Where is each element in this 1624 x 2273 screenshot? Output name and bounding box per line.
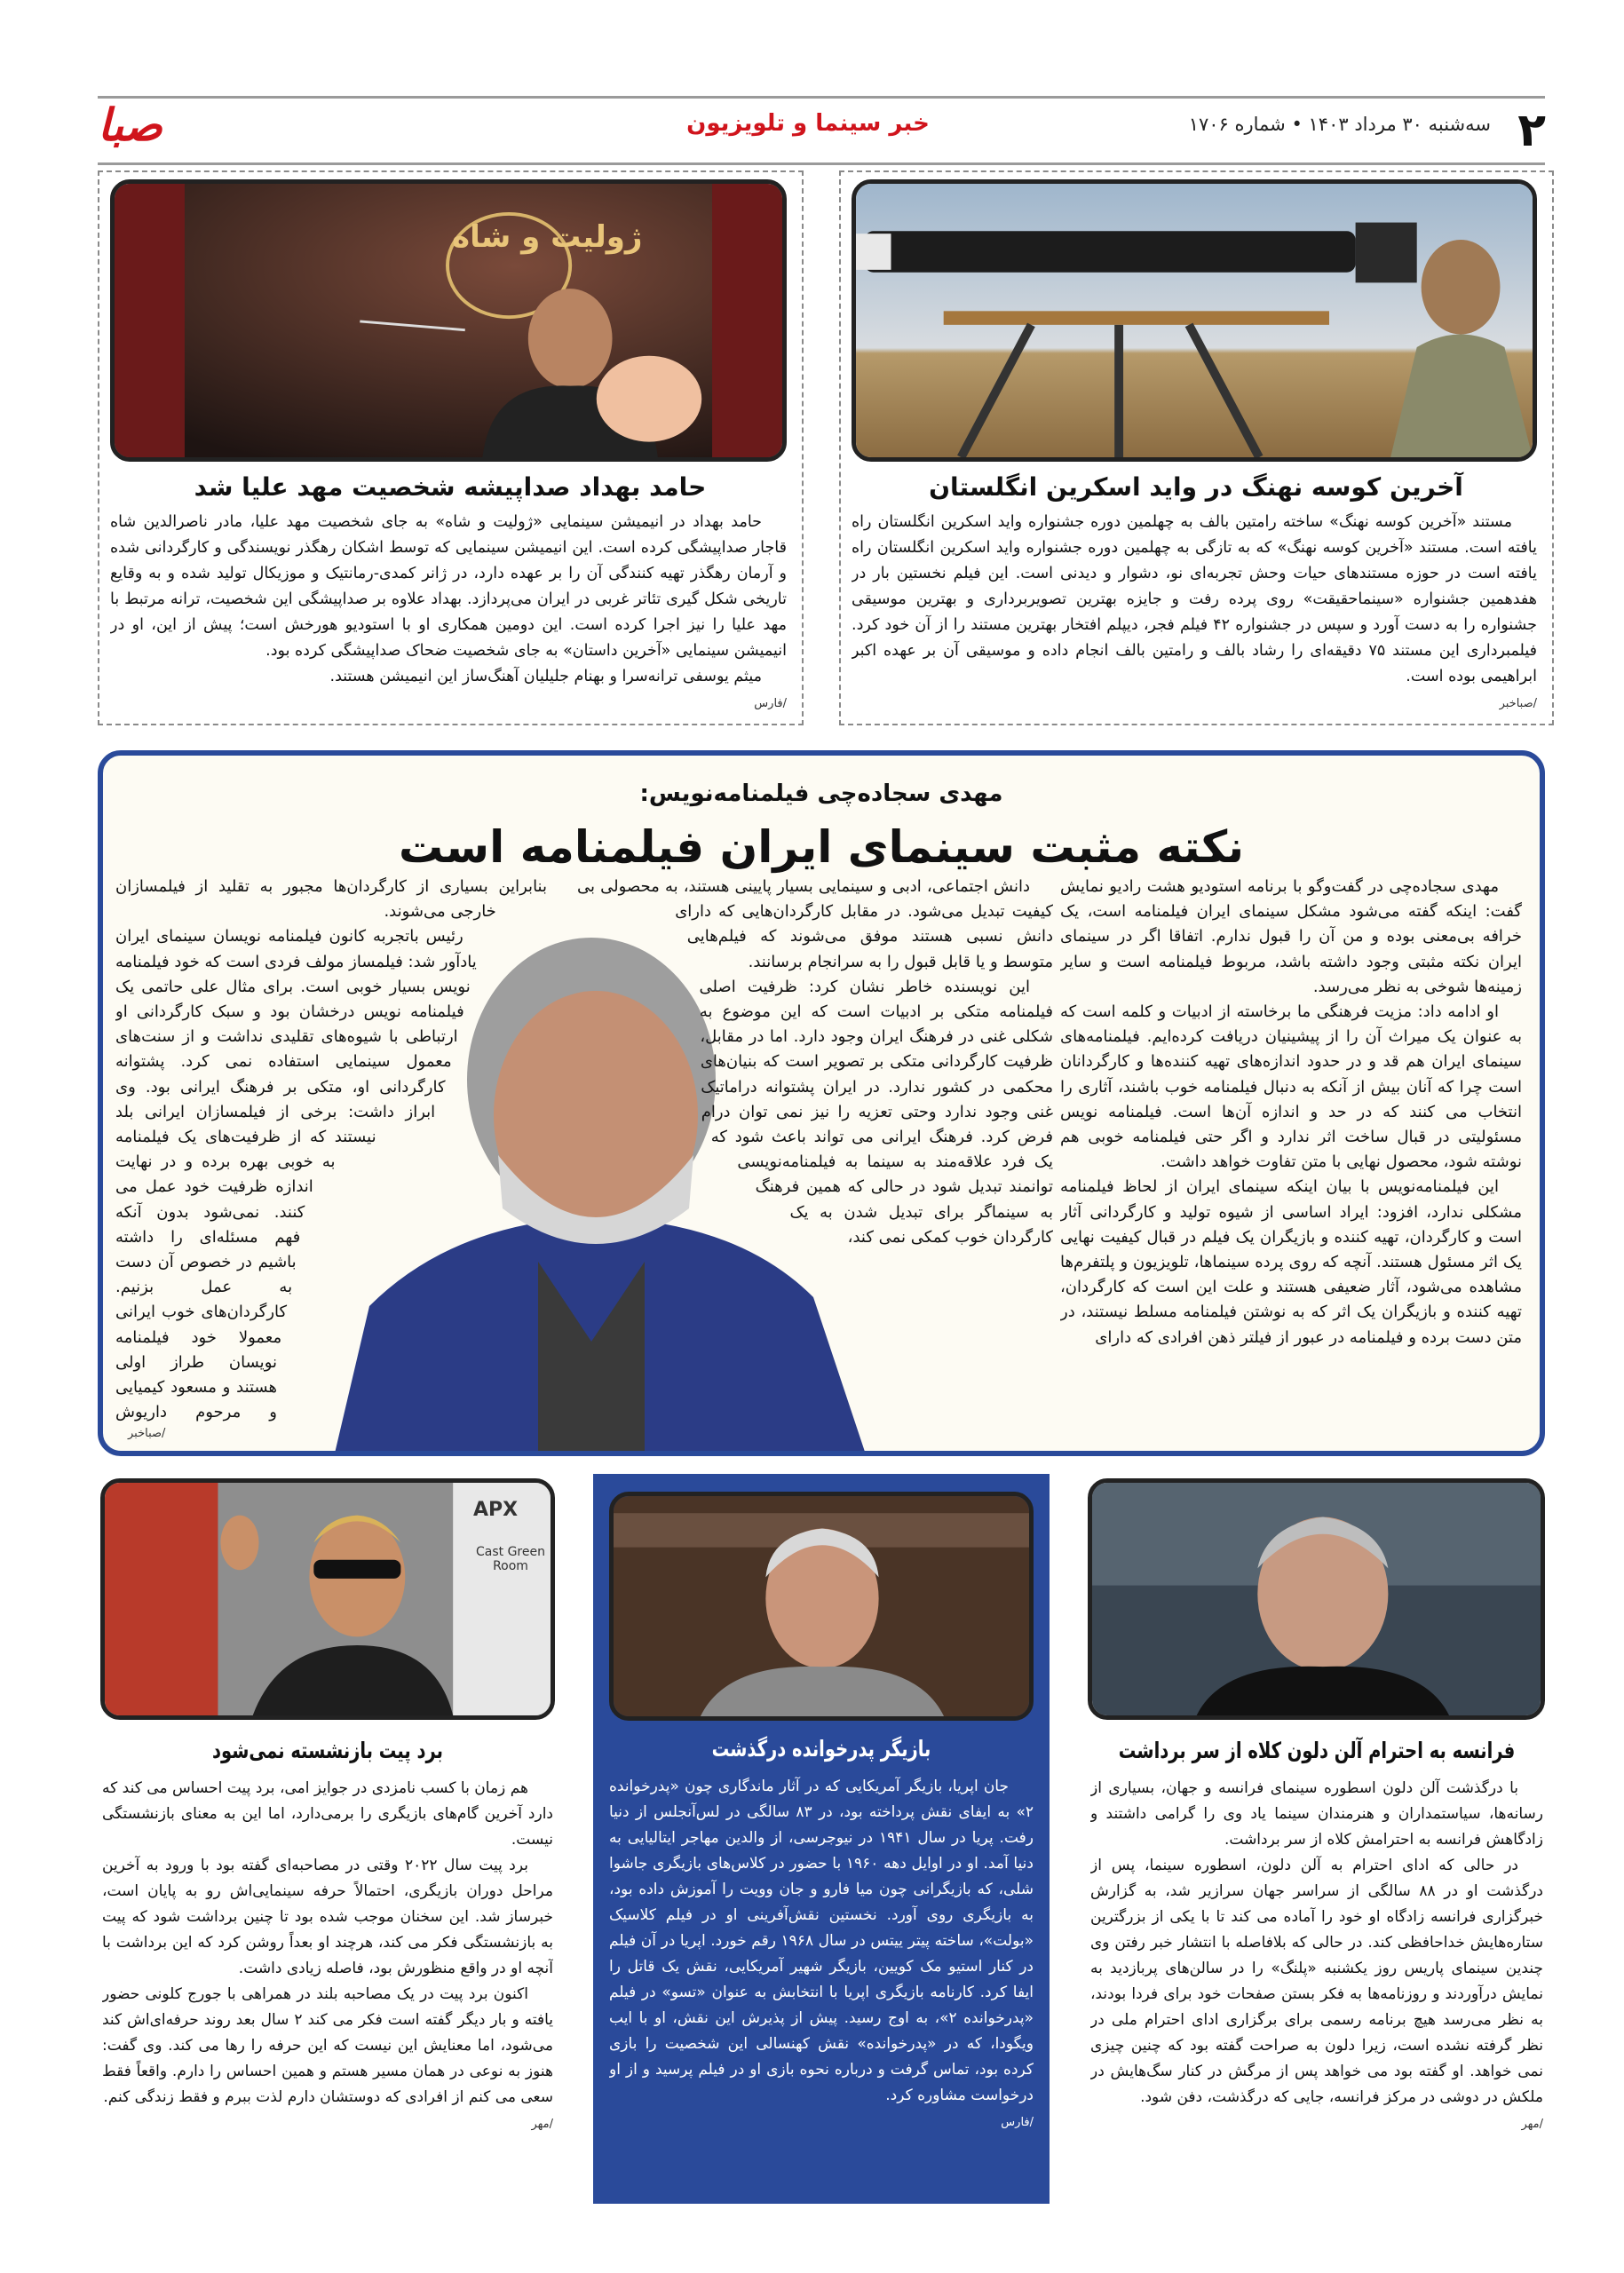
article-body <box>609 1774 1034 2191</box>
article-title: برد پیت بازنشسته نمی‌شود <box>212 1738 443 1763</box>
interview-kicker: مهدی سجاده‌چی فیلمنامه‌نویس: <box>639 780 1003 807</box>
source-credit: /مهر <box>531 2118 553 2131</box>
paragraph: جان اپریا، بازیگر آمریکایی که در آثار ماندگاری چون «پدرخوانده ۲» به ایفای نقش پرداخته بود، در ۸۳ سالگی در لس‌آنجلس از دنیا رفت. پریا در سال ۱۹۴۱ در نیوجرسی، از والدین مهاجر ایتالیایی به دنیا آمد. او در اوایل دهه ۱۹۶۰ با حضور در کلاس‌های بازیگری جاشوا شلی، که بازیگرانی چون میا فارو و جان وویت را آموزش داده بود، به بازیگری روی آورد. نخستین نقش‌آفرینی او در فیلم کلاسیک «بولت»، ساخته پیتر ییتس در سال ۱۹۶۸ رقم خورد. اپریا در آن فیلم در کنار استیو مک کویین، بازیگر شهیر آمریکایی، نقش یک قاتل را ایفا کرد. کارنامه بازیگری اپریا با انتخابش به عنوان «تسو» در فیلم «پدرخوانده ۲»، به اوج رسید. پیش از پذیرش این نقش، او با ایب ویگودا، که در «پدرخوانده» نقش کهنسالی این شخصیت را بازی کرده بود، تماس گرفت و درباره نحوه بازی او در فیلم پرسید و از او درخواست مشاوره کرد. <box>609 1778 1034 2104</box>
photo-animation-poster <box>110 179 787 462</box>
paragraph: مهدی سجاده‌چی در گفت‌وگو با برنامه استودیو هشت رادیو نمایش گفت: اینکه گفته می‌شود مشکل سینمای ایران فیلمنامه است، یک خرافه بی‌معنی بوده و من آن را قبول ندارم. اتفاقا اگر در سینمای ایران نکته مثبتی وجود داشته باشد، مربوط فیلمنامه است و سایر زمینه‌ها شوخی به نظر می‌رسد. <box>1060 877 1522 996</box>
paragraph: حامد بهداد در انیمیشن سینمایی «ژولیت و شاه» به جای شخصیت مهد علیا، مادر ناصرالدین شاه قاجار صداپیشگی کرده است. این انیمیشن سینمایی که توسط اشکان رهگذر نویسندگی و کارگردانی شده و آرمان رهگذر تهیه کنندگی آن را بر عهده دارد، در ژانر کمدی-رمانتیک و موزیکال تولید شده و به وقایع تاریخی شکل گیری تئاتر غربی در ایران می‌پردازد. بهداد علاوه بر صداپیشگی این شخصیت، ترانه مرتبط با مهد علیا را نیز اجرا کرده است. این دومین همکاری او با استودیو هورخش است؛ پیش از این، او در انیمیشن سینمایی «آخرین داستان» به جای شخصیت ضحاک صداپیشگی کرده بود. <box>110 513 787 660</box>
photo-alain-delon <box>1088 1478 1545 1720</box>
dateline: سه‌شنبه ۳۰ مرداد ۱۴۰۳ • شماره ۱۷۰۶ <box>1188 114 1491 135</box>
paragraph: در حالی که ادای احترام به آلن دلون، اسطوره سینما، پس از درگذشت او در ۸۸ سالگی از سراسر جهان سرازیر شد، به گزارش خبرگزاری فرانسه زادگاه او خود را آماده می کند تا با یکی از بزرگترین ستاره‌هایش خداحافظی کند. در حالی که بلافاصله با انتشار خبر رفتن وی چندین سینمای پاریس روز یکشنبه «پلنگ» را در سالن‌های پربازدید به نمایش درآوردند و روزنامه‌ها به فکر بستن صفحات خود برای فردا بودند، به نظر می‌رسد هیچ برنامه رسمی برای برگزاری ادای احترام ملی در نظر گرفته نشده است، زیرا دلون به صراحت گفته بود که چنین چیزی نمی خواهد. او گفته بود می خواهد پس از مرگش در کنار سگ‌هایش در ملکش در دوشی در مرکز فرانسه، جایی که درگذشت، دفن شود. <box>1090 1857 1543 2106</box>
source-credit: /فارس <box>1001 2116 1034 2129</box>
photo-sign-text: Cast Green Room <box>476 1545 545 1573</box>
article-body <box>110 510 787 718</box>
paragraph: هم زمان با کسب نامزدی در جوایز امی، برد پیت احساس می کند که دارد آخرین گام‌های بازیگری را برمی‌دارد، اما این به معنای بازنشستگی نیست. <box>102 1779 553 1849</box>
article-title: حامد بهداد صداپیشه شخصیت مهد علیا شد <box>194 472 707 502</box>
article-body <box>1090 1776 1543 2149</box>
interview-column-middle <box>577 875 1053 1443</box>
animation-poster-image <box>115 184 782 457</box>
poster-title: ژولیت و شاه <box>452 219 643 255</box>
interview-column-left <box>115 875 570 1423</box>
article-title: بازیگر پدرخوانده درگذشت <box>711 1736 931 1762</box>
interview-column-right <box>1060 875 1522 1443</box>
paragraph: این نویسنده خاطر نشان کرد: ظرفیت اصلی فیلمنامه متکی بر ادبیات است که این موضوع به شکلی غنی در فرهنگ ایران وجود دارد. اما در مقابل، ظرفیت کارگردانی متکی بر تصویر است که بنیان‌های محکمی در کشور ندارد. در ایران پشتوانه دراماتیک غنی وجود ندارد وحتی تعزیه را نیز نمی توان درام فرض کرد. فرهنگ ایرانی می تواند باعث شود که یک فرد علاقه‌مند به سینما به فیلمنامه‌نویسی توانمند تبدیل شود در حالی که همین فرهنگ به سینماگر برای تبدیل شدن به یک کارگردان خوب کمکی نمی کند، <box>699 977 1053 1247</box>
newspaper-logo: صبا <box>98 99 162 151</box>
paragraph: برد پیت سال ۲۰۲۲ وقتی در مصاحبه‌ای گفته بود با ورود به آخرین مراحل دوران بازیگری، احتمالاً حرفه سینمایی‌اش رو به پایان است، خبرساز شد. این سخنان موجب شده بود تا چنین برداشت شود که پیت به بازنشستگی فکر می کند، هرچند او بعداً روشن کرد که این برداشت با آنچه او در واقع منظورش بود، فاصله زیادی داشت. <box>102 1857 553 1977</box>
photo-camera-lens <box>852 179 1537 462</box>
paragraph: با درگذشت آلن دلون اسطوره سینمای فرانسه و جهان، بسیاری از رسانه‌ها، سیاستمداران و هنرمندان سینما یاد وی را گرامی داشتند و زادگاهش فرانسه به احترامش کلاه از سر برداشت. <box>1090 1779 1543 1849</box>
source-credit: /صباخبر <box>1499 697 1537 710</box>
paragraph: میثم یوسفی ترانه‌سرا و بهنام جلیلیان آهنگ‌ساز این انیمیشن هستند. <box>329 668 762 685</box>
article-box-aprea <box>593 1474 1050 2204</box>
photo-logo-text: APX <box>473 1499 519 1521</box>
photo-brad-pitt <box>100 1478 555 1720</box>
article-title: فرانسه به احترام آلن دلون کلاه از سر برداشت <box>1118 1738 1516 1763</box>
article-body <box>102 1776 553 2149</box>
article-box-behdad <box>98 170 804 725</box>
section-title: خبر سینما و تلویزیون <box>686 110 930 137</box>
source-credit: /صباخبر <box>124 1427 169 1440</box>
paragraph: دانش اجتماعی، ادبی و سینمایی بسیار پایینی هستند، به محصولی بی کیفیت تبدیل می‌شود. در مقابل کارگردان‌هایی که دارای دانش نسبی هستند موفق می‌شوند که فیلم‌هایی متوسط و یا قابل قبول را به سرانجام برسانند. <box>577 877 1053 971</box>
article-title: آخرین کوسه نهنگ در واید اسکرین انگلستان <box>929 472 1463 502</box>
header-bottom-rule <box>98 162 1545 165</box>
source-credit: /مهر <box>1521 2118 1543 2131</box>
paragraph: مستند «آخرین کوسه نهنگ» ساخته رامتین بالف به چهلمین دوره جشنواره واید اسکرین انگلستان راه یافته است. مستند «آخرین کوسه نهنگ» که به تازگی به چهلمین دوره جشنواره واید اسکرین انگلستان راه یافته است در حوزه مستندهای حیات وحش تجربه‌ای نو، دشوار و دیدنی است. این فیلم نخستین بار در هفدهمین جشنواره «سینماحقیقت» روی پرده رفت و جایزه بهترین تصویربرداری و بهترین موسیقی جشنواره را به دست آورد و سپس در جشنواره ۴۲ فیلم فجر، دیپلم افتخار بهترین مستند را از آن خود کرد. فیلمبرداری این مستند ۷۵ دقیقه‌ای را رشاد بالف و رامتین بالف انجام داده و موسیقی آن بر عهده اکبر ابراهیمی بوده است. <box>852 513 1537 685</box>
photo-john-aprea <box>609 1492 1034 1721</box>
interview-feature <box>98 750 1545 1456</box>
page-number: ۲ <box>1517 104 1546 157</box>
interview-headline: نکته مثبت سینمای ایران فیلمنامه است <box>398 821 1245 873</box>
alain-delon-image <box>1092 1483 1541 1715</box>
article-box-shark <box>839 170 1554 725</box>
article-body <box>852 510 1537 718</box>
john-aprea-image <box>614 1496 1029 1716</box>
camera-photo-image <box>856 184 1533 457</box>
paragraph: بنابراین بسیاری از کارگردان‌ها مجبور به تقلید از فیلمسازان خارجی می‌شوند. <box>115 877 547 922</box>
paragraph: اکنون برد پیت در یک مصاحبه بلند در همراهی با جورج کلونی حضور یافته و بار دیگر گفته است فکر می کند ۲ سال بعد روند حرفه‌ای‌اش کند می‌شود، اما معنایش این نیست که این حرفه را رها می کند. وی گفت: هنوز به نوعی در همان مسیر هستم و همین احساس را دارم. واقعاً فقط سعی می کنم از افرادی که دوستشان دارم لذت ببرم و فقط زندگی کنم. <box>102 1985 553 2106</box>
source-credit: /فارس <box>754 697 787 710</box>
paragraph: رئیس باتجربه کانون فیلمنامه نویسان سینمای ایران یادآور شد: فیلمساز مولف فردی است که خود فیلمنامه نویس بسیار خوبی است. برای مثال علی حاتمی یک فیلمنامه نویس درخشان بود و سبک کارگردانی او ارتباطی با شیوه‌های تقلیدی نداشت و از سنت‌های معمول سینمایی استفاده نمی کرد. پشتوانه کارگردانی او، متکی بر فرهنگ ایرانی بود. وی ابراز داشت: برخی از فیلمسازان ایرانی بلد نیستند که از ظرفیت‌های یک فیلمنامه به خوبی بهره برده و در نهایت اندازه ظرفیت خود عمل می کنند. نمی‌شود بدون آنکه فهم مسئله‌ای را داشته باشیم در خصوص آن دست به عمل بزنیم. کارگردان‌های خوب ایرانی معمولا خود فیلمنامه نویسان طراز اولی هستند و مسعود کیمیایی و مرحوم داریوش <box>115 927 477 1422</box>
paragraph: این فیلمنامه‌نویس با بیان اینکه سینمای ایران از لحاظ فیلمنامه مشکلی ندارد، افزود: ایراد اساسی از شیوه تولید و کارگردانی آثار است و کارگردان، تهیه کننده و بازیگران یک فیلم در قبال کیفیت نهایی یک اثر مسئول هستند. آنچه که روی پرده سینماها، تلویزیون و پلتفرم‌ها مشاهده می‌شود، آثار ضعیفی هستند و علت این است که کارگردان، تهیه کننده و بازیگران یک اثر که به نوشتن فیلمنامه مسلط نیستند، در متن دست برده و فیلمنامه در عبور از فیلتر ذهن افرادی که دارای <box>1060 1177 1522 1347</box>
paragraph: او ادامه داد: مزیت فرهنگی ما برخاسته از ادبیات و کلمه است که به عنوان یک میراث آن را از پیشینیان دریافت کرده‌ایم. فیلمنامه‌های سینمای ایران هم قد و در حدود اندازه‌های تهیه کننده‌ها و کارگردانان است چرا که آنان بیش از آنکه به دنبال فیلمنامه خوب باشند، آثاری را انتخاب می کنند که در حد و اندازه آن‌ها است. فیلمنامه نویس مسئولیتی در قبال ساخت اثر ندارد و اگر حتی فیلمنامه خوبی هم نوشته شود، محصول نهایی با متن تفاوت خواهد داشت. <box>1060 1002 1522 1172</box>
header-top-rule <box>98 96 1545 99</box>
